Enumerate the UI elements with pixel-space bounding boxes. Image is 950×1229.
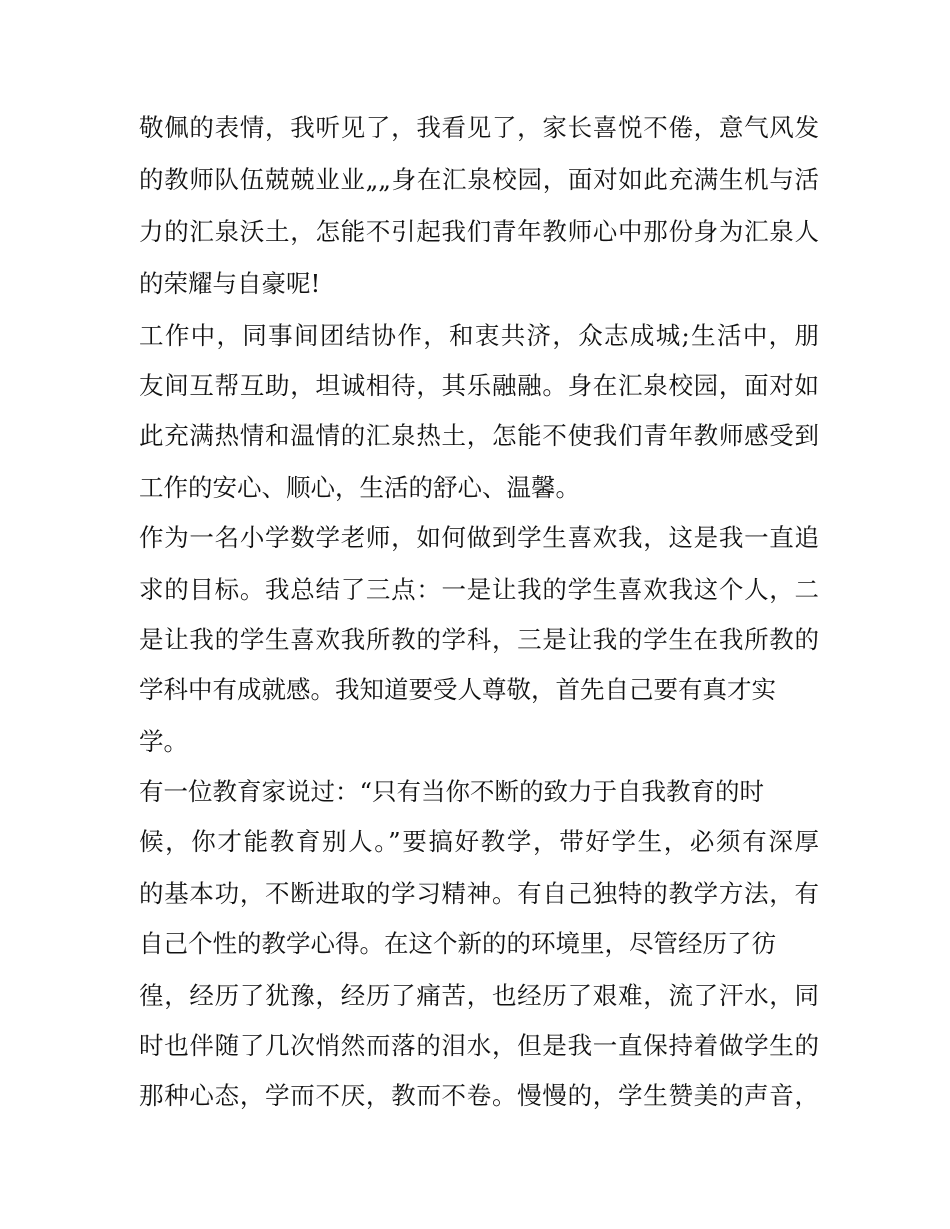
text-line: 求的目标。我总结了三点：一是让我的学生喜欢我这个人，二: [139, 575, 819, 604]
text-line: 此充满热情和温情的汇泉热土，怎能不使我们青年教师感受到: [139, 421, 819, 450]
text-line: 的教师队伍兢兢业业„„身在汇泉校园，面对如此充满生机与活: [139, 165, 819, 194]
text-line: 有一位教育家说过：“只有当你不断的致力于自我教育的时: [139, 777, 765, 806]
text-line: 学。: [139, 727, 188, 756]
text-line: 学科中有成就感。我知道要受人尊敬，首先自己要有真才实: [139, 675, 776, 704]
text-line: 的荣耀与自豪呢!: [139, 269, 321, 298]
text-line: 友间互帮互助，坦诚相待，其乐融融。身在汇泉校园，面对如: [139, 371, 819, 400]
text-line: 是让我的学生喜欢我所教的学科，三是让我的学生在我所教的: [139, 625, 819, 654]
text-line: 力的汇泉沃土，怎能不引起我们青年教师心中那份身为汇泉人: [139, 217, 819, 246]
text-line: 候，你才能教育别人。”要搞好教学，带好学生，必须有深厚: [139, 827, 819, 856]
text-line: 敬佩的表情，我听见了，我看见了，家长喜悦不倦，意气风发: [139, 113, 819, 142]
text-line: 自己个性的教学心得。在这个新的的环境里，尽管经历了彷: [139, 929, 776, 958]
text-line: 时也伴随了几次悄然而落的泪水，但是我一直保持着做学生的: [139, 1031, 819, 1060]
text-line: 工作中，同事间团结协作，和衷共济，众志成城;生活中，朋: [139, 321, 819, 350]
text-line: 那种心态，学而不厌，教而不卷。慢慢的，学生赞美的声音，: [139, 1081, 819, 1110]
text-line: 的基本功，不断进取的学习精神。有自己独特的教学方法，有: [139, 879, 819, 908]
text-line: 工作的安心、顺心，生活的舒心、温馨。: [139, 473, 580, 502]
text-line: 作为一名小学数学老师，如何做到学生喜欢我，这是我一直追: [139, 523, 819, 552]
text-line: 徨，经历了犹豫，经历了痛苦，也经历了艰难，流了汗水，同: [139, 981, 819, 1010]
